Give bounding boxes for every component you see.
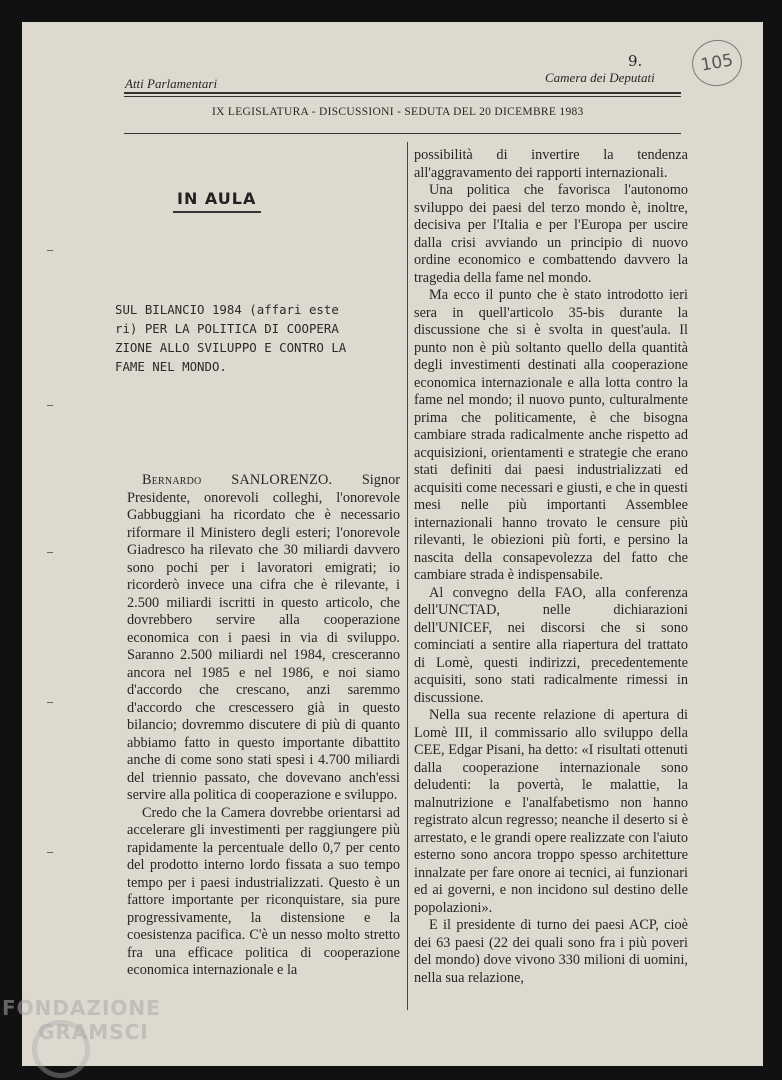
paragraph: Credo che la Camera dovrebbe orientarsi ad accelerare gli investimenti per raggiungere più rapidamente la percentuale dello 0,7 per cento del prodotto interno lordo fissata a suo tempo tempo per i paesi industrializzati. Questo è un fattore importante per riconquistare, sia pure progressivamente, la distensione e la coesistenza pacifica. C'è un nesso molto stretto fra una efficace politica di cooperazione economica internazionale e la (127, 804, 400, 978)
paragraph: Bernardo SANLORENZO. Signor Presidente, onorevoli colleghi, l'onorevole Gabbuggiani ha ricordato che è necessario riformare il Ministero degli esteri; l'onorevole Giadresco ha rilevato che 30 miliardi davvero sono pochi per i lavoratori emigrati; io ricorderò invece una cifra che è rilevante, i 2.500 miliardi iscritti in questo articolo, che dovrebbero servire alla cooperazione economica con i paesi in via di sviluppo. Saranno 2.500 miliardi nel 1984, cresceranno ancora nel 1985 e nel 1986, e noi siamo d'accordo che crescano, anzi saremmo d'accordo che crescessero già in questo bilancio; dovremmo discutere di più di quanto abbiamo fatto in questo importante dibattito anche di come sono stati spesi i 4.700 miliardi del triennio passato, che dovevano anch'essi servire alla politica di cooperazione e sviluppo. (127, 472, 400, 803)
document-page (22, 22, 763, 1066)
paragraph: Nella sua recente relazione di apertura di Lomè III, il commissario allo sviluppo della CEE, Edgar Pisani, ha detto: «I risultati ottenuti dalla cooperazione internazionale sono deludenti: la povertà, le malattie, la malnutrizione e l'analfabetismo non hanno registrato alcun regresso; neanche il deserto si è arrestato, e le grandi opere realizzate con l'aiuto esterno sono ancora troppo spesso architetture innalzate per fare onore ai tecnici, ai funzionari ed ai governi, e non incidono sul destino delle popolazioni». (414, 707, 688, 916)
watermark-line2: GRAMSCI (38, 1020, 149, 1044)
watermark (2, 996, 161, 1044)
session-rule (124, 133, 681, 134)
session-line: IX LEGISLATURA - DISCUSSIONI - SEDUTA DEL 20 DICEMBRE 1983 (212, 106, 584, 118)
left-column (127, 472, 400, 980)
paragraph: Al convegno della FAO, alla conferenza dell'UNCTAD, nelle dichiarazioni dell'UNICEF, nei discorsi che si sono cominciati a sentire alla riapertura del trattato di Lomè, questi indirizzi, precedentemente acquisiti, sono stati radicalmente rimessi in discussione. (414, 584, 688, 706)
section-title-underline (173, 211, 261, 213)
header-left: Atti Parlamentari (125, 76, 218, 91)
margin-mark (47, 405, 53, 406)
header-rule-thin (124, 96, 681, 97)
column-divider (407, 142, 408, 1010)
margin-mark (47, 852, 53, 853)
header-right: Camera dei Deputati (545, 70, 655, 85)
watermark-line1: FONDAZIONE (2, 996, 161, 1020)
margin-mark (47, 552, 53, 553)
margin-mark (47, 250, 53, 251)
header-rule (124, 92, 681, 94)
right-column (414, 147, 688, 987)
page-number: 9. (628, 52, 643, 70)
paragraph: Una politica che favorisca l'autonomo sviluppo dei paesi del terzo mondo è, inoltre, decisiva per l'Italia e per l'Europa per uscire dalla crisi avviando un principio di nuovo ordine economico e combattendo davvero la tragedia della fame nel mondo. (414, 182, 688, 286)
speaker-name: Bernardo SANLORENZO. (142, 472, 333, 488)
section-title: IN AULA (177, 189, 257, 208)
margin-mark (47, 702, 53, 703)
paragraph: E il presidente di turno dei paesi ACP, cioè dei 63 paesi (22 dei quali sono fra i più poveri del mondo) dove vivono 330 milioni di uomini, nella sua relazione, (414, 917, 688, 986)
typed-title: SUL BILANCIO 1984 (affari este ri) PER LA POLITICA DI COOPERA ZIONE ALLO SVILUPPO E CONTRO LA FAME NEL MONDO. (115, 302, 347, 374)
paragraph: possibilità di invertire la tendenza all'aggravamento dei rapporti internazionali. (414, 147, 688, 181)
paragraph: Ma ecco il punto che è stato introdotto ieri sera in quell'articolo 35-bis durante la discussione che si è svolta in quest'aula. Il punto non è più soltanto quello della quantità degli investimenti destinati alla cooperazione economica internazionale e alla lotta contro la fame nel mondo; il nuovo punto, culturalmente prima che politicamente, è che bisogna cambiare strada radicalmente anche rispetto ad acquisizioni, orientamenti e strategie che erano stati definiti dai paesi industrializzati ed acquisiti come necessari e giusti, e che in questi mesi nelle più importanti Assemblee internazionali hanno trovato le censure più rilevanti, le obiezioni più forti, e persino la nascita della consapevolezza del fatto che cambiare strada è indispensabile. (414, 287, 688, 583)
archive-stamp: 105 (688, 36, 745, 90)
